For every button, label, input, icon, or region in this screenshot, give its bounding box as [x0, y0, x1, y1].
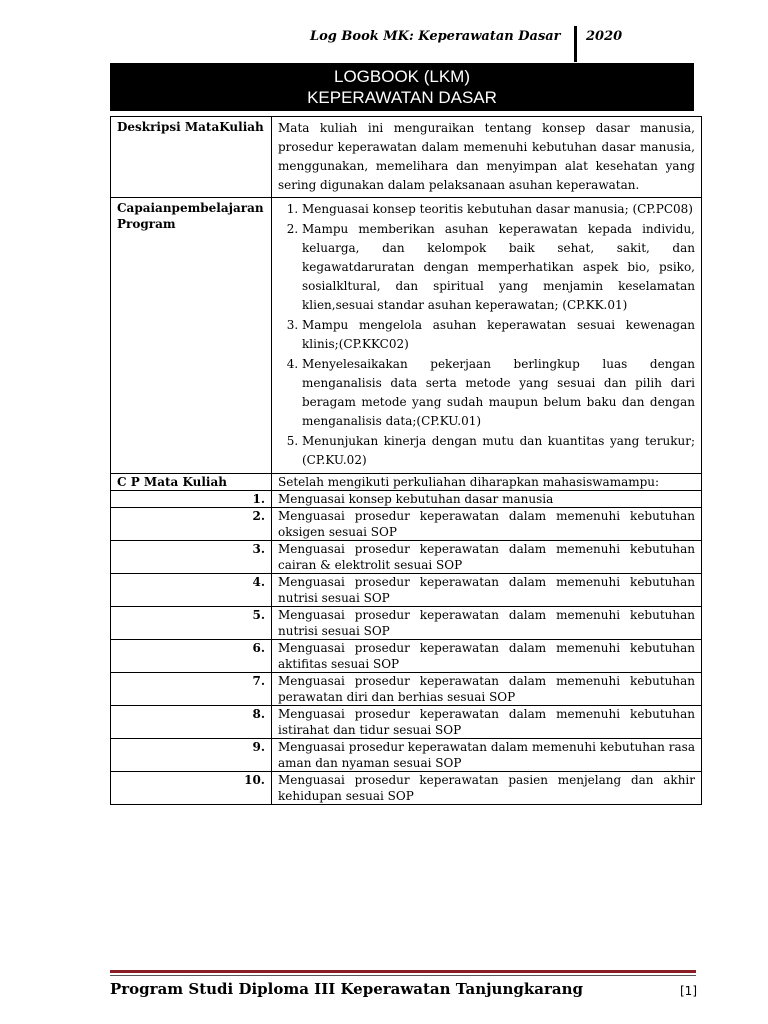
cp-mk-text: Menguasai prosedur keperawatan dalam memenuhi kebutuhan rasa aman dan nyaman sesuai SOP — [272, 739, 702, 772]
logbook-table — [110, 116, 702, 805]
header-title: Log Book MK: Keperawatan Dasar — [310, 29, 561, 44]
cp-mk-text: Menguasai konsep kebutuhan dasar manusia — [272, 491, 702, 508]
cp-mk-label: C P Mata Kuliah — [111, 474, 272, 491]
cp-mk-row — [111, 673, 702, 706]
cp-mk-number: 2. — [111, 508, 272, 541]
header-divider — [574, 26, 577, 62]
cp-mk-text: Menguasai prosedur keperawatan dalam memenuhi kebutuhan nutrisi sesuai SOP — [272, 574, 702, 607]
cp-mk-text: Menguasai prosedur keperawatan dalam memenuhi kebutuhan istirahat dan tidur sesuai SOP — [272, 706, 702, 739]
cp-mk-row — [111, 541, 702, 574]
footer-rule — [110, 970, 696, 973]
cp-mk-number: 5. — [111, 607, 272, 640]
cp-mk-row — [111, 574, 702, 607]
capaian-item: 2. Mampu memberikan asuhan keperawatan kepada individu, keluarga, dan kelompok baik sehat, sakit, dan kegawatdaruratan dengan memperhatikan aspek bio, psiko, sosialkltural, dan spiritual yang menjamin keselamatan klien,sesuai standar asuhan keperawatan; (CP.KK.01) — [302, 220, 695, 315]
cp-mk-text: Menguasai prosedur keperawatan dalam memenuhi kebutuhan oksigen sesuai SOP — [272, 508, 702, 541]
cp-mk-row — [111, 607, 702, 640]
cp-mk-number: 3. — [111, 541, 272, 574]
footer-rule-thin — [110, 975, 696, 976]
cp-mk-row — [111, 491, 702, 508]
cp-mk-text: Menguasai prosedur keperawatan dalam memenuhi kebutuhan perawatan diri dan berhias sesuai SOP — [272, 673, 702, 706]
header-year: 2020 — [586, 29, 623, 44]
deskripsi-label: Deskripsi MataKuliah — [111, 117, 272, 198]
cp-mk-number: 1. — [111, 491, 272, 508]
capaian-label: Capaianpembelajaran Program — [111, 198, 272, 474]
cp-mk-number: 9. — [111, 739, 272, 772]
footer-institution: Program Studi Diploma III Keperawatan Tanjungkarang — [110, 980, 583, 998]
deskripsi-row — [111, 117, 702, 198]
title-banner — [110, 63, 694, 111]
cp-mk-text: Menguasai prosedur keperawatan dalam memenuhi kebutuhan cairan & elektrolit sesuai SOP — [272, 541, 702, 574]
cp-mk-number: 7. — [111, 673, 272, 706]
page-number: [1] — [680, 984, 697, 998]
cp-mk-row — [111, 772, 702, 805]
cp-mk-row — [111, 508, 702, 541]
cp-mk-row — [111, 706, 702, 739]
capaian-content — [272, 198, 702, 474]
capaian-item: 1. Menguasai konsep teoritis kebutuhan dasar manusia; (CP.PC08) — [302, 200, 695, 219]
capaian-item: 4. Menyelesaikakan pekerjaan berlingkup luas dengan menganalisis data serta metode yang sesuai dan pilih dari beragam metode yang sudah maupun belum baku dan dengan menganalisis data;(CP.KU.01) — [302, 355, 695, 431]
cp-mk-row — [111, 739, 702, 772]
cp-mk-text: Menguasai prosedur keperawatan dalam memenuhi kebutuhan aktifitas sesuai SOP — [272, 640, 702, 673]
running-header — [0, 26, 768, 66]
deskripsi-text: Mata kuliah ini menguraikan tentang konsep dasar manusia, prosedur keperawatan dalam memenuhi kebutuhan dasar manusia, menggunakan, memelihara dan menyimpan alat kesehatan yang sering digunakan dalam pelaksanaan asuhan keperawatan. — [272, 117, 702, 198]
capaian-row — [111, 198, 702, 474]
banner-title-line-2: KEPERAWATAN DASAR — [307, 88, 497, 107]
banner-title-line-1: LOGBOOK (LKM) — [333, 67, 471, 86]
capaian-list — [278, 200, 695, 470]
cp-mk-intro: Setelah mengikuti perkuliahan diharapkan mahasiswamampu: — [272, 474, 702, 491]
capaian-item: 5. Menunjukan kinerja dengan mutu dan kuantitas yang terukur; (CP.KU.02) — [302, 432, 695, 470]
cp-mk-row — [111, 640, 702, 673]
cp-mk-number: 4. — [111, 574, 272, 607]
cp-mk-number: 6. — [111, 640, 272, 673]
cp-mk-header-row — [111, 474, 702, 491]
cp-mk-text: Menguasai prosedur keperawatan pasien menjelang dan akhir kehidupan sesuai SOP — [272, 772, 702, 805]
cp-mk-number: 8. — [111, 706, 272, 739]
capaian-item: 3. Mampu mengelola asuhan keperawatan sesuai kewenagan klinis;(CP.KKC02) — [302, 316, 695, 354]
cp-mk-number: 10. — [111, 772, 272, 805]
cp-mk-text: Menguasai prosedur keperawatan dalam memenuhi kebutuhan nutrisi sesuai SOP — [272, 607, 702, 640]
